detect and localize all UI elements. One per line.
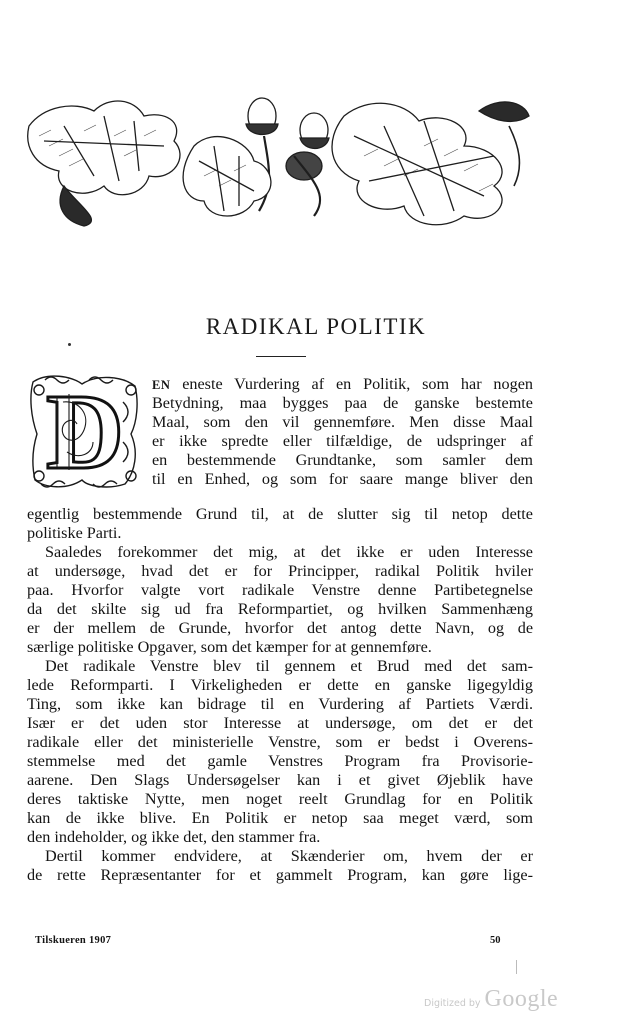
google-logo-text: Google [484,986,559,1012]
text-line: EN eneste Vurdering af en Politik, som har nogen [152,375,533,393]
title-rule [256,356,306,357]
text-line: Maal, som den vil gennemføre. Men disse Maal [152,413,533,431]
text-line: den indeholder, og ikke det, den stammer fra. [27,828,321,846]
oak-leaf-headpiece-ornament [24,86,534,231]
text-line: Ting, som ikke kan bidrage til en Vurdering af Partiets Værdi. [27,695,533,713]
text-line: særlige politiske Opgaver, som det kæmper for at gennemføre. [27,638,432,656]
ornamental-dropcap-d [27,372,143,492]
text-line: de rette Repræsentanter for et gammelt Program, kan gøre lige- [27,866,533,884]
stray-dot-mark [68,343,71,346]
text-line: Betydning, maa bygges paa de ganske bestemte [152,394,533,412]
text-line: stemmelse med det gamle Venstres Program fra Provisorie- [27,752,533,770]
digitized-watermark [424,986,558,1013]
text-line: en bestemmende Grundtanke, som samler dem [152,451,533,469]
text-line: til en Enhed, og som for saare mange bliver den [152,470,533,488]
intro-smallcaps: EN [152,378,171,392]
text-line: radikale eller det ministerielle Venstre, som er bedst i Overens- [27,733,533,751]
text-line: kan de ikke blive. En Politik er netop saa meget værd, som [27,809,533,827]
article-body [27,505,533,885]
intro-paragraph-wrapped [152,375,533,489]
text-line: lede Reformparti. I Virkeligheden er dette en ganske ligegyldig [27,676,533,694]
article-title: RADIKAL POLITIK [205,314,427,339]
text-line: aarene. Den Slags Undersøgelser kan i et givet Øjeblik have [27,771,533,789]
dropcap-letter: D [46,373,124,492]
footer-page-number: 50 [490,935,501,946]
text-line: at undersøge, hvad det er for Principper, radikal Politik hviler [27,562,533,580]
footer-journal-name: Tilskueren 1907 [35,935,112,946]
digitized-by-label: Digitized by [424,998,481,1009]
text-line: Især er det uden stor Interesse at undersøge, om det er det [27,714,533,732]
text-line: egentlig bestemmende Grund til, at de slutter sig til netop dette [27,505,533,523]
scan-mark [516,960,517,974]
text-line: er ikke spredte eller tilfældige, de udspringer af [152,432,533,450]
text-line: Dertil kommer endvidere, at Skænderier om, hvem der er [45,847,533,865]
text-line: er der mellem de Grunde, hvorfor det antog dette Navn, og de [27,619,533,637]
text-line: deres taktiske Nytte, men noget reelt Grundlag for en Politik [27,790,533,808]
text-line: Det radikale Venstre blev til gennem et Brud med det sam- [45,657,533,675]
text-line: politiske Parti. [27,524,122,542]
text-line: Saaledes forekommer det mig, at det ikke er uden Interesse [45,543,533,561]
text-line: da det skilte sig ud fra Reformpartiet, og hvilken Sammenhæng [27,600,533,618]
text-line: paa. Hvorfor valgte vort radikale Venstre denne Partibetegnelse [27,581,533,599]
